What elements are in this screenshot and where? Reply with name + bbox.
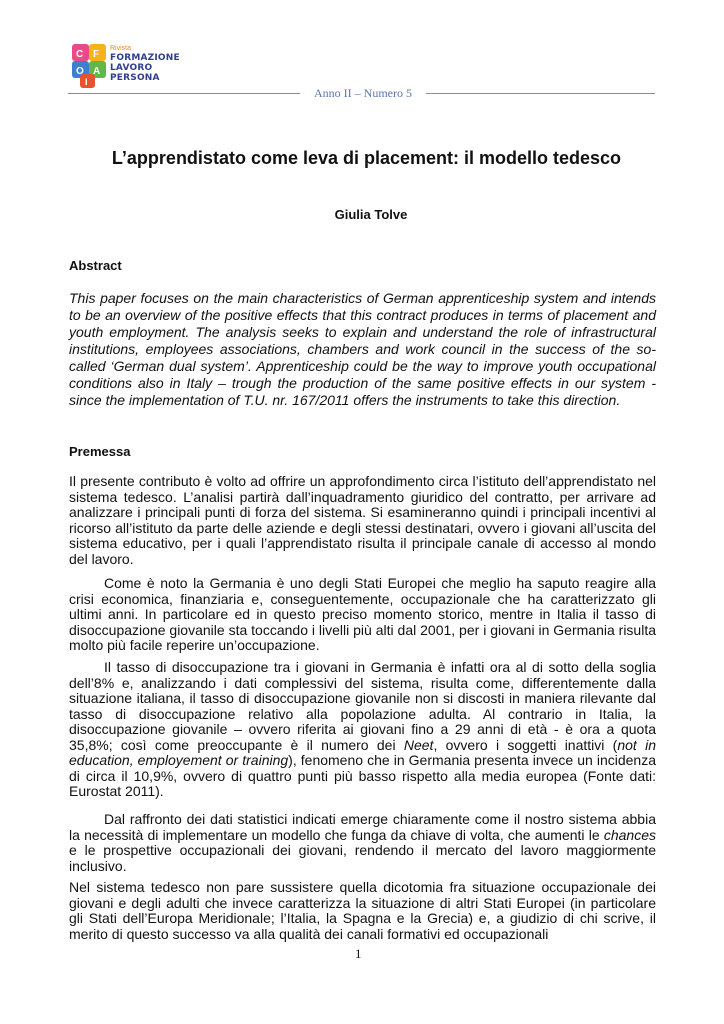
body-paragraph: Il presente contributo è volto ad offrire un approfondimento circa l’istituto dell’apprendistato nel sistema tedesco. L’analisi partirà dall’inquadramento giuridico del contratto, per arrivare ad analizzare i principali punti di forza del sistema. Si esamineranno quindi i principali incentivi al ricorso all’istituto da parte delle aziende e degli stessi destinatari, ovvero i giovani all’uscita del sistema educativo, per i quali l’apprendistato risulta il principale canale di accesso al mondo del lavoro. <box>69 473 656 567</box>
puzzle-letter: C <box>76 49 84 60</box>
text-run: ), fenomeno che in Germania presenta invece un incidenza di circa il 10,9%, ovvero di quattro punti più basso rispetto alla media europea (Fonte dati: Eurostat 2011). <box>69 752 656 799</box>
text-run: Dal raffronto dei dati statistici indicati emerge chiaramente come il nostro sistema abbia la necessità di implementare un modello che funga da chiave di volta, che aumenti le <box>69 811 656 843</box>
body-paragraph <box>69 812 656 874</box>
section-heading: Premessa <box>69 444 131 459</box>
logo-title-line: LAVORO <box>110 63 153 73</box>
text-run: e le prospettive occupazionali dei giovani, rendendo il mercato del lavoro maggiormente inclusivo. <box>69 842 656 874</box>
puzzle-letter: O <box>76 66 84 77</box>
text-run: , ovvero i soggetti inattivi ( <box>433 736 618 753</box>
journal-logo <box>70 40 190 90</box>
header-rule-left <box>68 93 300 94</box>
text-run-emphasis: Neet <box>403 736 434 753</box>
puzzle-letter: I <box>85 77 88 87</box>
header-rule-right <box>426 93 655 94</box>
article-author: Giulia Tolve <box>334 207 408 222</box>
logo-title-line: FORMAZIONE <box>110 53 180 63</box>
body-paragraph: Nel sistema tedesco non pare sussistere quella dicotomia fra situazione occupazionale dei giovani e degli adulti che invece caratterizza la situazione di altri Stati Europei (in particolare gli Stati dell’Europa Meridionale; l’Italia, la Spagna e la Grecia) e, a giudizio di chi scrive, il merito di questo successo va alla qualità dei canali formativi ed occupazionali <box>69 879 656 942</box>
text-run-emphasis: chances <box>603 826 656 843</box>
text-run-emphasis: not in education, employement or training <box>69 736 656 768</box>
body-paragraph <box>69 660 656 800</box>
abstract-text: This paper focuses on the main characteristics of German apprenticeship system and intends to be an overview of the positive effects that this contract produces in terms of placement and youth employment. The analysis seeks to explain and understand the role of infrastructural institutions, employees associations, chambers and work council in the success of the so-called ‘German dual system’. Apprenticeship could be the way to improve youth occupational conditions also in Italy – trough the production of the same positive effects in our system - since the implementation of T.U. nr. 167/2011 offers the instruments to take this direction. <box>69 290 656 408</box>
puzzle-logo-icon <box>70 40 112 90</box>
issue-label: Anno II – Numero 5 <box>314 86 412 100</box>
page-number: 1 <box>355 946 362 961</box>
text-run: Il tasso di disoccupazione tra i giovani in Germania è infatti ora al di sotto della soglia dell’8% e, analizzando i dati complessivi del sistema, risulta come, differentemente dalla situazione italiana, il tasso di disoccupazione giovanile non si discosti in maniera rilevante dal tasso di disoccupazione relativo alla popolazione adulta. Al contrario in Italia, la disoccupazione giovanile – ovvero riferita ai giovani fino a 29 anni di età - è ora a quota 35,8%; così come preoccupante è il numero dei <box>69 659 656 753</box>
logo-magazine-label: Rivista <box>110 45 132 52</box>
puzzle-letter: A <box>93 66 101 77</box>
article-title: L’apprendistato come leva di placement: il modello tedesco <box>111 148 622 168</box>
puzzle-letter: F <box>93 49 100 60</box>
body-paragraph: Come è noto la Germania è uno degli Stati Europei che meglio ha saputo reagire alla crisi economica, finanziaria e, conseguentemente, occupazionale che ha caratterizzato gli ultimi anni. In particolare ed in questo preciso momento storico, mentre in Italia il tasso di disoccupazione giovanile sta toccando i livelli più alti dal 2001, per i giovani in Germania risulta molto più facile reperire un’occupazione. <box>69 575 656 653</box>
abstract-heading: Abstract <box>69 258 122 273</box>
logo-title-line: PERSONA <box>110 73 160 83</box>
